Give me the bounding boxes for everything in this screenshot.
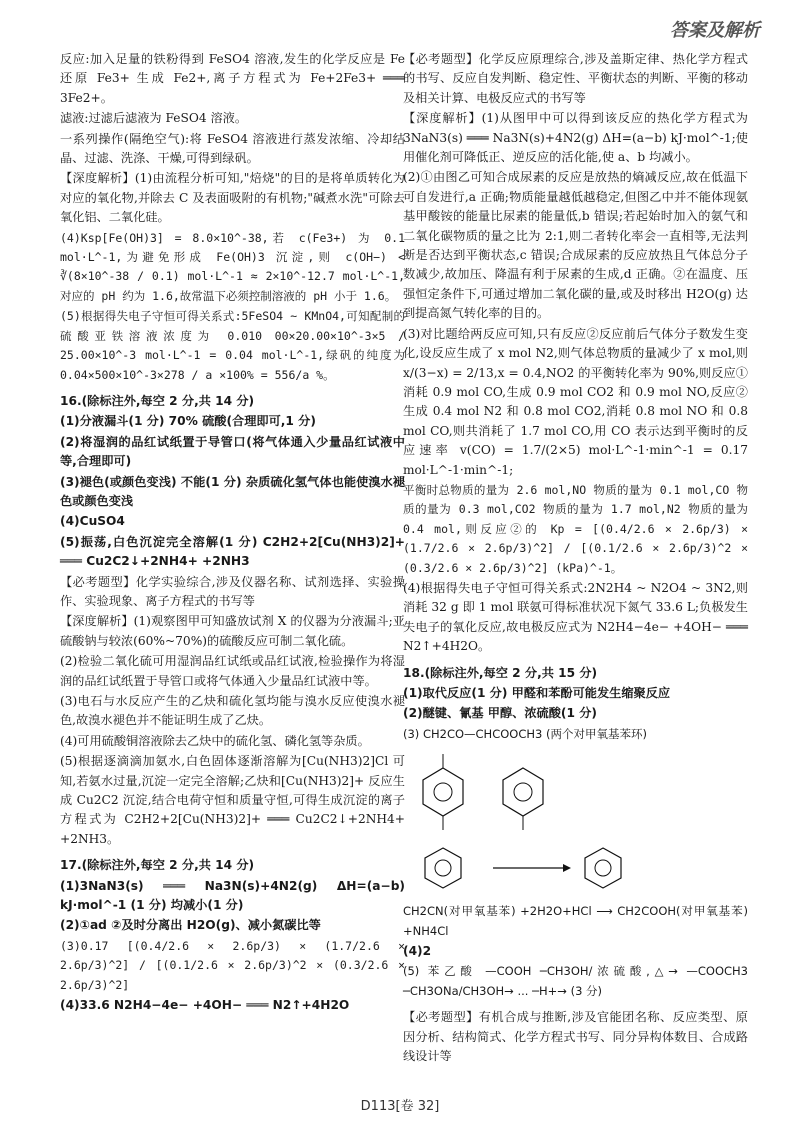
q18-answer-4: (4)2 <box>403 944 432 959</box>
benzene-ring-structures <box>403 748 748 898</box>
page-number: D113[卷 32] <box>360 1099 440 1114</box>
text-operations: 一系列操作(隔绝空气):将 FeSO4 溶液进行蒸发浓缩、冷却结晶、过滤、洗涤、干燥,可得到绿矾。 <box>60 131 405 166</box>
q17-deep-2: (2)①由图乙可知合成尿素的反应是放热的熵减反应,故在低温下可自发进行,a 正确;物质能量越低越稳定,但图乙中并不能体现氨基甲酸铵的能量比尿素的能量低,b 错误;若起始时加入的氨气和二氧化碳物质的量之比为 2:1,则二者转化率会一直相等,无法判断是否达到平衡状态,c 错误;合成尿素的反应放热且气体总分子数减少,故加压、降温有利于尿素的生成,d 正确。②在温度、压强恒定条件下,可通过增加二氧化碳的量,或及时移出 H2O(g) 达到提高氮气转化率的目的。 <box>403 170 748 321</box>
q16-answer-1: (1)分液漏斗(1 分) 70% 硫酸(合理即可,1 分) <box>60 414 316 429</box>
q17-answer-3: (3)0.17 [(0.4/2.6 × 2.6p/3) × (1.7/2.6 × 2.6p/3)^2] / [(0.1/2.6 × 2.6p/3)^2 × (0.3/2.6 × 2.6p/3)^2] <box>60 938 405 992</box>
structure-diagram <box>403 748 748 898</box>
q18-answer-5: (5) 苯乙酸 —COOH ─CH3OH/浓硫酸,△→ —COOCH3 ─CH3ONa/CH3OH→ ... ─H+→ (3 分) <box>403 964 748 998</box>
q17-answer-1: (1)3NaN3(s) ═══ Na3N(s)+4N2(g) ΔH=(a−b) kJ·mol^-1 (1 分) 均减小(1 分) <box>60 878 405 913</box>
text-filtrate: 滤液:过滤后滤液为 FeSO4 溶液。 <box>60 111 248 126</box>
q16-deep-1: 【深度解析】(1)观察图甲可知盛放试剂 X 的仪器为分液漏斗;亚硫酸钠与较浓(60%~70%)的硫酸反应可制二氧化硫。 <box>60 614 405 648</box>
q16-answer-2: (2)将湿润的品红试纸置于导管口(将气体通入少量品红试液中等,合理即可) <box>60 434 405 469</box>
q17-deep-3: (3)对比题给两反应可知,只有反应②反应前后气体分子数发生变化,设反应生成了 x mol N2,则气体总物质的量减少了 x mol,则 x/(3−x) = 2/13,x = 0.4,NO2 的平衡转化率为 90%,则反应①消耗 0.9 mol CO,生成 0.9 mol CO2 和 0.9 mol NO,反应②生成 0.4 mol N2 和 0.8 mol CO2,消耗 0.8 mol NO 和 0.8 mol CO,则共消耗了 1.7 mol CO,用 CO 表示达到平衡时的反应速率 v(CO) = 1.7/(2×5) mol·L^-1·min^-1 = 0.17 mol·L^-1·min^-1; <box>403 326 748 477</box>
q16-answer-4: (4)CuSO4 <box>60 514 125 529</box>
q16-must-type: 【必考题型】化学实验综合,涉及仪器名称、试剂选择、实验操作、实验现象、离子方程式的书写等 <box>60 574 405 608</box>
q17-must-type: 【必考题型】化学反应原理综合,涉及盖斯定律、热化学方程式的书写、反应自发判断、稳定性、平衡状态的判断、平衡的移动及相关计算、电极反应式的书写等 <box>403 52 748 105</box>
deep-analysis-1: 【深度解析】(1)由流程分析可知,"焙烧"的目的是将单质转化为对应的氧化物,并除去 C 及表面吸附的有机物;"碱煮水洗"可除去氧化铝、二氧化硅。 <box>60 171 405 225</box>
left-column <box>60 50 405 1017</box>
q18-must-type: 【必考题型】有机合成与推断,涉及官能团名称、反应类型、原因分析、结构简式、化学方程式书写、同分异构体数目、合成路线设计等 <box>403 1010 748 1064</box>
q18-heading: 18.(除标注外,每空 2 分,共 15 分) <box>403 665 598 680</box>
right-column <box>403 50 748 1067</box>
q16-deep-2: (2)检验二氧化硫可用湿润品红试纸或品红试液,检验操作为将湿润的品红试纸置于导管口或将气体通入少量品红试液中等。 <box>60 654 405 688</box>
q16-deep-5: (5)根据逐滴滴加氨水,白色固体逐渐溶解为[Cu(NH3)2]Cl 可知,若氨水过量,沉淀一定完全溶解;乙炔和[Cu(NH3)2]+ 反应生成 Cu2C2 沉淀,结合电荷守恒和质量守恒,可得生成沉淀的离子方程式为 C2H2+2[Cu(NH3)2]+ ═══ Cu2C2↓+2NH4+ +2NH3。 <box>60 754 405 846</box>
q16-deep-4: (4)可用硫酸铜溶液除去乙炔中的硫化氢、磷化氢等杂质。 <box>60 733 370 748</box>
q16-heading: 16.(除标注外,每空 2 分,共 14 分) <box>60 393 255 408</box>
text-reaction: 反应:加入足量的铁粉得到 FeSO4 溶液,发生的化学反应是 Fe 还原 Fe3+ 生成 Fe2+,离子方程式为 Fe+2Fe3+ ═══ 3Fe2+。 <box>60 52 405 105</box>
q17-kp-expression: 平衡时总物质的量为 2.6 mol,NO 物质的量为 0.1 mol,CO 物质的量为 0.3 mol,CO2 物质的量为 1.7 mol,N2 物质的量为 0.4 mol,则反应②的 Kp = [(0.4/2.6 × 2.6p/3) × (1.7/2.6 × 2.6p/3)^2] / [(0.1/2.6 × 2.6p/3)^2 × (0.3/2.6 × 2.6p/3)^2] (kPa)^-1。 <box>403 482 748 575</box>
q18-equation: CH2CN(对甲氧基苯) +2H2O+HCl ⟶ CH2COOH(对甲氧基苯) +NH4Cl <box>403 904 748 938</box>
q16-answer-3: (3)褪色(或颜色变浅) 不能(1 分) 杂质硫化氢气体也能使溴水褪色或颜色变浅 <box>60 474 405 508</box>
q18-answer-1: (1)取代反应(1 分) 甲醛和苯酚可能发生缩聚反应 <box>403 686 671 700</box>
q17-deep-1: 【深度解析】(1)从图甲中可以得到该反应的热化学方程式为 3NaN3(s) ═══ Na3N(s)+4N2(g) ΔH=(a−b) kJ·mol^-1;使用催化剂可降低正、逆反应的活化能,使 a、b 均减小。 <box>403 111 748 165</box>
q17-heading: 17.(除标注外,每空 2 分,共 14 分) <box>60 858 255 873</box>
q17-answer-4: (4)33.6 N2H4−4e− +4OH− ═══ N2↑+4H2O <box>60 998 350 1013</box>
q17-answer-2: (2)①ad ②及时分离出 H2O(g)、减小氮碳比等 <box>60 918 321 933</box>
q18-answer-2: (2)醚键、氰基 甲醇、浓硫酸(1 分) <box>403 706 597 721</box>
page-header: 答案及解析 <box>670 20 760 41</box>
q18-answer-3: (3) CH2CO—CHCOOCH3 (两个对甲氧基苯环) <box>403 726 647 741</box>
q16-answer-5: (5)振荡,白色沉淀完全溶解(1 分) C2H2+2[Cu(NH3)2]+ ═══ Cu2C2↓+2NH4+ +2NH3 <box>60 534 405 569</box>
purity-calculation: (5)根据得失电子守恒可得关系式:5FeSO4 ~ KMnO4,可知配制的硫酸亚铁溶液浓度为 0.010 00×20.00×10^-3×5 / 25.00×10^-3 mol·L^-1 = 0.04 mol·L^-1,绿矾的纯度为 0.04×500×10^-3×278 / a ×100% = 556/a %。 <box>60 309 405 382</box>
q17-deep-4: (4)根据得失电子守恒可得关系式:2N2H4 ~ N2O4 ~ 3N2,则消耗 32 g 即 1 mol 联氨可得标准状况下氮气 33.6 L;负极发生失电子的氧化反应,故电极反应式为 N2H4−4e− +4OH− ═══ N2↑+4H2O。 <box>403 580 748 654</box>
q16-deep-3: (3)电石与水反应产生的乙炔和硫化氢均能与溴水反应使溴水褪色,故溴水褪色并不能证明生成了乙炔。 <box>60 694 405 728</box>
ksp-calculation: (4)Ksp[Fe(OH)3] = 8.0×10^-38,若 c(Fe3+) 为 0.1 mol·L^-1,为避免形成 Fe(OH)3 沉淀,则 c(OH−) < ∛(8×10^-38 / 0.1) mol·L^-1 ≈ 2×10^-12.7 mol·L^-1,对应的 pH 约为 1.6,故常温下必须控制溶液的 pH 小于 1.6。 <box>60 230 405 303</box>
